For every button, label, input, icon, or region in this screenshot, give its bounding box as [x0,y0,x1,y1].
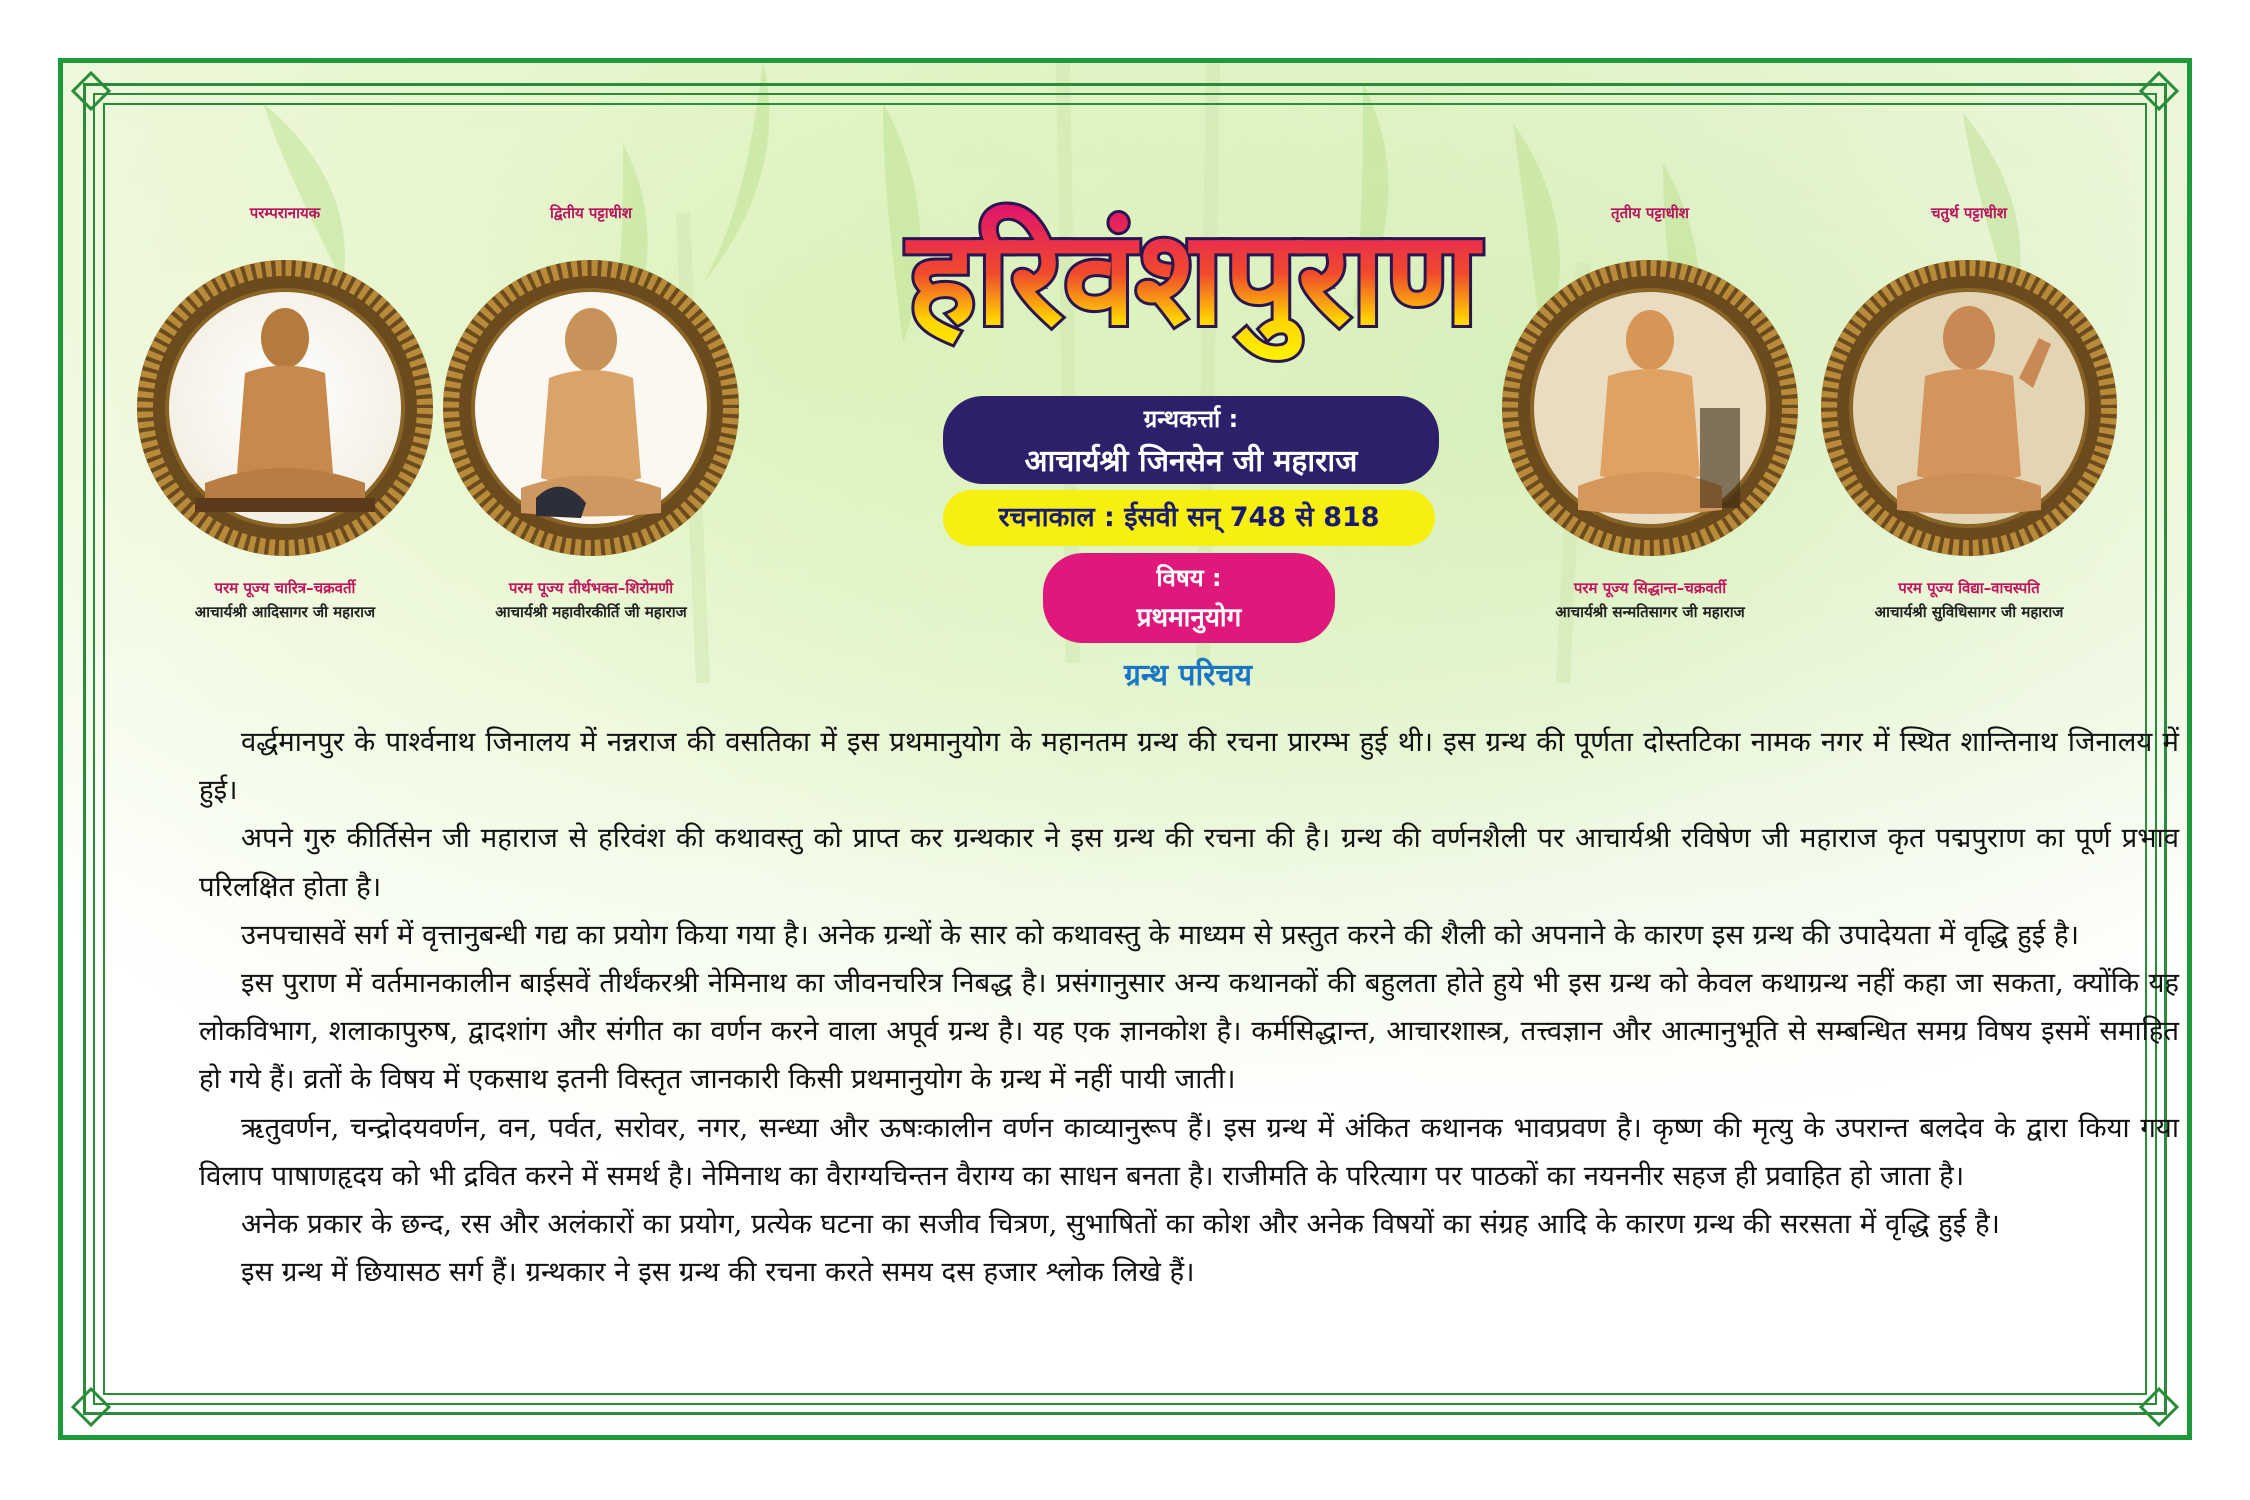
portrait-top-caption: तृतीय पट्टाधीश [1611,204,1689,222]
portrait-name: आचार्यश्री सुविधिसागर जी महाराज [1874,603,2064,621]
paragraph: उनपचासवें सर्ग में वृत्तानुबन्धी गद्य का प्रयोग किया गया है। अनेक ग्रन्थों के सार को कथावस्तु के माध्यम से प्रस्तुत करने की शैली को अपनाने के कारण इस ग्रन्थ की उपादेयता में वृद्धि हुई है। [241,918,2080,951]
page-title [833,173,1553,373]
subject-value: प्रथमानुयोग [1136,603,1242,633]
portrait-2 [441,204,741,621]
paragraph: ऋतुवर्णन, चन्द्रोदयवर्णन, वन, पर्वत, सरोवर, नगर, सन्ध्या और ऊषःकालीन वर्णन काव्यानुरूप हैं। इस ग्रन्थ में अंकित कथानक भावप्रवण है। कृष्ण की मृत्यु के उपरान्त बलदेव के द्वारा किया गया विलाप पाषाणहृदय को भी द्रवित करने में समर्थ है। नेमिनाथ का वैराग्यचिन्तन वैराग्य का साधन बनता है। राजीमति के परित्याग पर पाठकों का नयननीर सहज ही प्रवाहित हो जाता है। [199,1111,2179,1192]
paragraph: वर्द्धमानपुर के पार्श्वनाथ जिनालय में नन्नराज की वसतिका में इस प्रथमानुयोग के महानतम ग्रन्थ की रचना प्रारम्भ हुई थी। इस ग्रन्थ की पूर्णता दोस्तटिका नामक नगर में स्थित शान्तिनाथ जिनालय में हुई। [199,726,2179,807]
intro-heading: ग्रन्थ परिचय [1123,658,1253,693]
paragraph: इस ग्रन्थ में छियासठ सर्ग हैं। ग्रन्थकार ने इस ग्रन्थ की रचना करते समय दस हजार श्लोक लिखे हैं। [241,1256,1195,1289]
corner-ornament-icon [2139,71,2179,111]
portrait-bottom-caption [1470,576,1830,624]
ornate-frame-monk-photo [135,258,435,558]
corner-ornament-icon [71,1387,111,1427]
portrait-title: परम पूज्य चारित्र–चक्रवर्ती [214,579,356,597]
author-label: ग्रन्थकर्त्ता : [1143,405,1239,433]
portrait-name: आचार्यश्री महावीरकीर्ति जी महाराज [495,603,687,621]
subject-badge [1043,553,1335,643]
portrait-bottom-caption [411,576,771,624]
portrait-bottom-caption [1789,576,2149,624]
portrait-4 [1819,204,2119,621]
portrait-top-caption: परम्परानायक [249,204,321,222]
subject-label: विषय : [1156,564,1222,592]
body-text [199,718,2179,1296]
title-text: हरिवंशपुराण [907,202,1479,354]
corner-ornament-icon [2139,1387,2179,1427]
portrait-name: आचार्यश्री सन्मतिसागर जी महाराज [1555,603,1745,621]
ornate-frame-monk-photo [441,258,741,558]
composition-period-badge: रचनाकाल : ईसवी सन् 748 से 818 [943,490,1435,546]
poster [58,58,2192,1440]
portrait-title: परम पूज्य तीर्थभक्त–शिरोमणी [508,579,674,597]
portrait-top-caption: चतुर्थ पट्टाधीश [1931,204,2007,222]
paragraph: अनेक प्रकार के छन्द, रस और अलंकारों का प्रयोग, प्रत्येक घटना का सजीव चित्रण, सुभाषितों का कोश और अनेक विषयों का संग्रह आदि के कारण ग्रन्थ की सरसता में वृद्धि हुई है। [241,1208,2000,1241]
paragraph: अपने गुरु कीर्तिसेन जी महाराज से हरिवंश की कथावस्तु को प्राप्त कर ग्रन्थकार ने इस ग्रन्थ की रचना की है। ग्रन्थ की वर्णनशैली पर आचार्यश्री रविषेण जी महाराज कृत पद्मपुराण का पूर्ण प्रभाव परिलक्षित होता है। [199,822,2179,903]
author-name: आचार्यश्री जिनसेन जी महाराज [1024,444,1358,479]
ornate-frame-monk-photo [1819,258,2119,558]
portrait-1 [135,204,435,621]
portrait-title: परम पूज्य सिद्धान्त–चक्रवर्ती [1573,579,1727,597]
portrait-name: आचार्यश्री आदिसागर जी महाराज [194,603,376,621]
portrait-title: परम पूज्य विद्या–वाचस्पति [1898,579,2040,597]
author-badge [943,396,1439,484]
corner-ornament-icon [71,71,111,111]
portrait-top-caption: द्वितीय पट्टाधीश [550,204,632,222]
paragraph: इस पुराण में वर्तमानकालीन बाईसवें तीर्थंकरश्री नेमिनाथ का जीवनचरित्र निबद्ध है। प्रसंगानुसार अन्य कथानकों की बहुलता होते हुये भी इस ग्रन्थ को केवल कथाग्रन्थ नहीं कहा जा सकता, क्योंकि यह लोकविभाग, शलाकापुरुष, द्वादशांग और संगीत का वर्णन करने वाला अपूर्व ग्रन्थ है। यह एक ज्ञानकोश है। कर्मसिद्धान्त, आचारशास्त्र, तत्त्वज्ञान और आत्मानुभूति से सम्बन्धित समग्र विषय इसमें समाहित हो गये हैं। व्रतों के विषय में एकसाथ इतनी विस्तृत जानकारी किसी प्रथमानुयोग के ग्रन्थ में नहीं पायी जाती। [199,967,2179,1096]
